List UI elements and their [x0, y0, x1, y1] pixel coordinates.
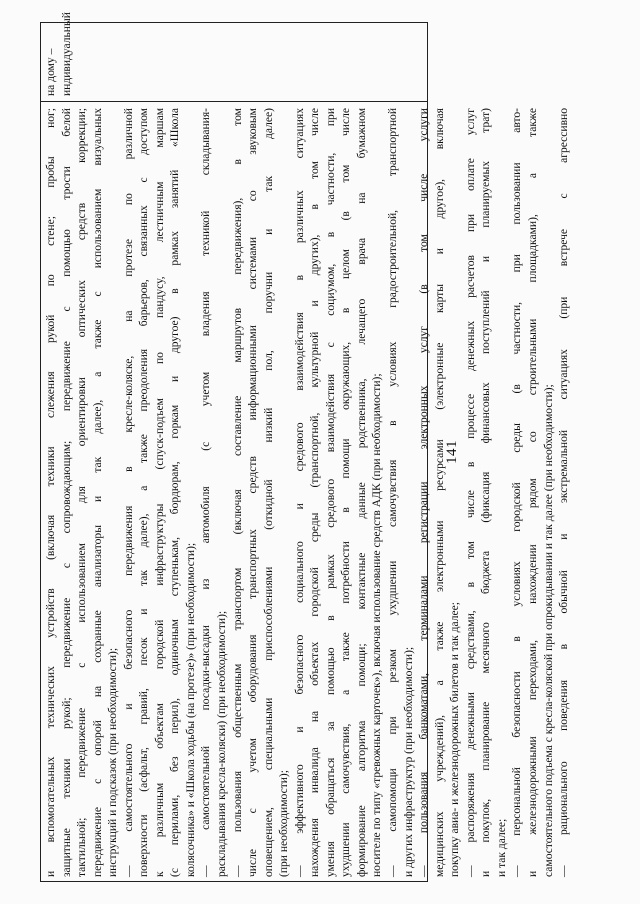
table-text-line: самостоятельного подъема с кресла-коляской при опрокидывании и так далее (при необходимости); [542, 384, 555, 877]
table-text-line: медицинских учреждений), а также электронными ресурсами (электронные карты и другое), включая [433, 108, 446, 877]
rotated-page-content [40, 12, 600, 882]
table-text-line: формирование алгоритма помощи; контактные данные родственника, лечащего врача на бумажном [355, 108, 368, 877]
table-text-line: и так далее; [495, 818, 508, 877]
table-text-line: — эффективного и безопасного социального и средового взаимодействия в различных ситуациях [293, 108, 306, 877]
table-text-line: (с перилами, без перил), одиночным ступенькам, бордюрам, горкам и другое) в рамках занятий «Школа [169, 108, 182, 877]
table-text-line: нахождения инвалида на объектах городской среды (транспортной, культурной и других), в том числе [309, 108, 322, 877]
service-form-text: индивидуальный [60, 12, 73, 96]
table-text-line: — самостоятельной посадки-высадки из автомобиля (с учетом владения техникой складывания- [200, 108, 213, 877]
table-text-line: защитные техники рукой; передвижение с сопровождающим; передвижение с помощью трости белой [60, 108, 73, 877]
page-number: 141 [444, 440, 460, 464]
table-text-line: (при необходимости); [278, 770, 291, 877]
table-text-line: и железнодорожными переходами, нахождении рядом со строительными площадками), а также [526, 108, 539, 877]
table-text-line: покупку авиа- и железнодорожных билетов и так далее; [449, 602, 462, 877]
service-form-text: на дому – [45, 48, 57, 96]
table-text-line: умения обращаться за помощью в рамках средового взаимодействия с социумом, в частности, при [324, 108, 337, 877]
table-text-line: — самопомощи при резком ухудшении самочувствия в условиях градостроительной, транспортной [387, 108, 400, 877]
table-text-line: оповещением, специальными приспособлениями (откидной низкий пол, поручни и так далее) [262, 108, 275, 877]
table-text-line: тактильной; передвижение с использованием для ориентировки оптических средств коррекции; [76, 108, 89, 877]
table-text-line: и других инфраструктур (при необходимости); [402, 646, 415, 877]
table-text-line: инструкций и подсказок (при необходимости); [107, 647, 120, 877]
table-text-line: раскладывания кресла-коляски) (при необходимости); [216, 610, 229, 877]
table-text-line: носителе по типу «тревожных карточек»), включая использование средств АДК (при необходимости); [371, 373, 384, 877]
table-text-line: числе с учетом оборудования транспортных средств информационными системами со звуковым [247, 108, 260, 877]
table-text-line: передвижение с опорой на сохранные анализаторы и так далее), а также с использованием визуальных [91, 108, 104, 877]
table-text-line: и покупок, планирование месячного бюджета (фиксация финансовых поступлений и планируемых трат) [480, 108, 493, 877]
table-text-line: ухудшении самочувствия, а также потребности в помощи окружающих, в целом (в том числе [340, 108, 353, 877]
table-text-line: — пользования общественным транспортом (включая составление маршрутов передвижения), в том [231, 108, 244, 877]
table-text-line: к различным объектам городской инфраструктуры (спуск-подъем по пандусу, лестничным маршам [153, 108, 166, 877]
table-text-line: и вспомогательных технических устройств (включая техники слежения рукой по стене; пробы ног; [45, 108, 57, 877]
table-text-line: — рационального поведения в обычной и экстремальной ситуациях (при встрече с агрессивно [558, 108, 571, 877]
table-text-line: — пользования банкоматами, терминалами регистрации электронных услуг (в том числе услуги [418, 108, 431, 877]
table-text-line: — распоряжения денежными средствами, в том числе в процессе денежных расчетов при оплате услуг [464, 108, 477, 877]
table-text-line: — персональной безопасности в условиях городской среды (в частности, при пользовании авто- [511, 108, 524, 877]
table-text-line: поверхности (асфальт, гравий, песок и так далее), а также преодоления барьеров, связанных с доступом [138, 108, 151, 877]
service-form-column [41, 12, 427, 101]
table-text-line: колясочника» и «Школа ходьбы (на протезе)» (при необходимости); [184, 542, 197, 877]
table-text-line: — самостоятельного и безопасного передвижения в кресле-коляске, на протезе по различной [122, 108, 135, 877]
